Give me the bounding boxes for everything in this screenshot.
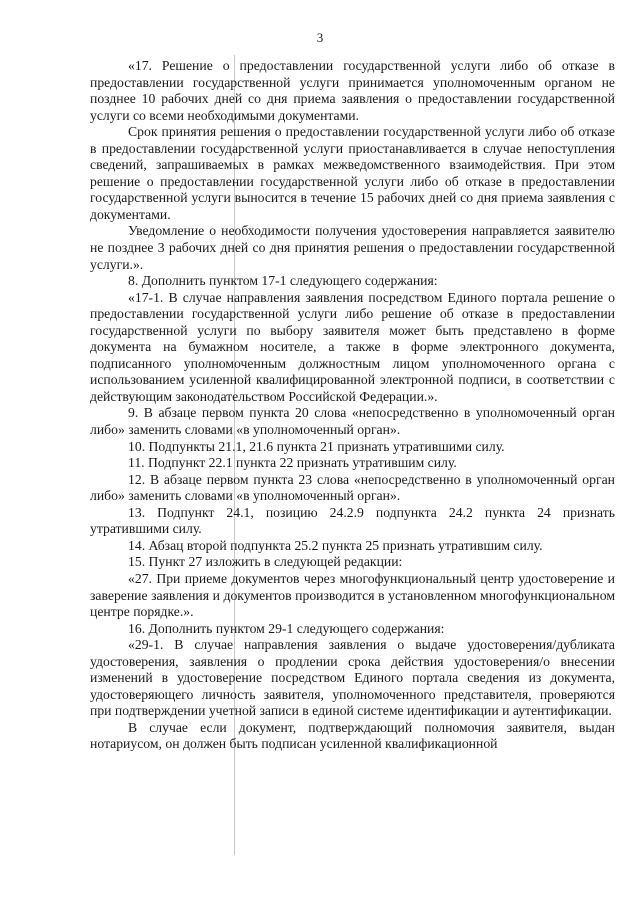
paragraph-notification: Уведомление о необходимости получения удостоверения направляется заявителю не позднее 3 рабочих дней со дня принятия решения о предоставлении государственной услуги.». [90, 223, 615, 272]
paragraph-17: «17. Решение о предоставлении государственной услуги либо об отказе в предоставлении государственной услуги принимается уполномоченным органом не позднее 10 рабочих дней со дня приема заявления о предоставлении государственной услуги со всеми необходимыми документами. [90, 58, 615, 123]
paragraph-term-suspension: Срок принятия решения о предоставлении государственной услуги либо об отказе в предоставлении государственной услуги приостанавливается в случае непоступления сведений, запрашиваемых в рамках межведомственного взаимодействия. При этом решение о предоставлении государственной услуги либо об отказе в предоставлении государственной услуги выносится в течение 15 рабочих дней со дня приема заявления с документами. [90, 124, 615, 222]
paragraph-amend-13: 13. Подпункт 24.1, позицию 24.2.9 подпункта 24.2 пункта 24 признать утратившими силу. [90, 504, 615, 537]
paragraph-amend-9: 9. В абзаце первом пункта 20 слова «непосредственно в уполномоченный орган либо» заменить словами «в уполномоченный орган». [90, 405, 615, 438]
paragraph-amend-11: 11. Подпункт 22.1 пункта 22 признать утратившим силу. [128, 455, 457, 471]
page-number: 3 [316, 30, 324, 45]
paragraph-29-1: «29-1. В случае направления заявления о выдаче удостоверения/дубликата удостоверения, заявления о продлении срока действия удостоверения/о внесении изменений в удостоверение посредством Единого портала сведения из документа, удостоверяющего личность заявителя, уполномоченного представителя, проверяются при подтверждении учетной записи в единой системе идентификации и аутентификации. [90, 637, 615, 719]
paragraph-27: «27. При приеме документов через многофункциональный центр удостоверение и заверение заявления и документов производится в установленном многофункциональном центре порядке.». [90, 570, 615, 620]
paragraph-amend-12: 12. В абзаце первом пункта 23 слова «непосредственно в уполномоченный орган либо» заменить словами «в уполномоченный орган». [90, 471, 615, 504]
paragraph-amend-14: 14. Абзац второй подпункта 25.2 пункта 25 признать утратившим силу. [128, 537, 543, 553]
paragraph-amend-16: 16. Дополнить пунктом 29-1 следующего содержания: [128, 620, 445, 636]
paragraph-amend-8: 8. Дополнить пунктом 17-1 следующего содержания: [128, 273, 438, 289]
document-body [90, 58, 615, 753]
paragraph-notary: В случае если документ, подтверждающий полномочия заявителя, выдан нотариусом, он должен быть подписан усиленной квалификационной [90, 719, 615, 752]
paragraph-amend-15: 15. Пункт 27 изложить в следующей редакции: [128, 554, 403, 570]
paragraph-amend-10: 10. Подпункты 21.1, 21.6 пункта 21 признать утратившими силу. [128, 438, 505, 454]
paragraph-17-1: «17-1. В случае направления заявления посредством Единого портала решение о предоставлении государственной услуги либо решение об отказе в предоставлении государственной услуги по выбору заявителя может быть представлено в форме документа на бумажном носителе, а также в форме электронного документа, подписанного уполномоченным должностным лицом уполномоченного органа с использованием усиленной квалифицированной электронной подписи, в соответствии с действующим законодательством Российской Федерации.». [90, 289, 615, 404]
